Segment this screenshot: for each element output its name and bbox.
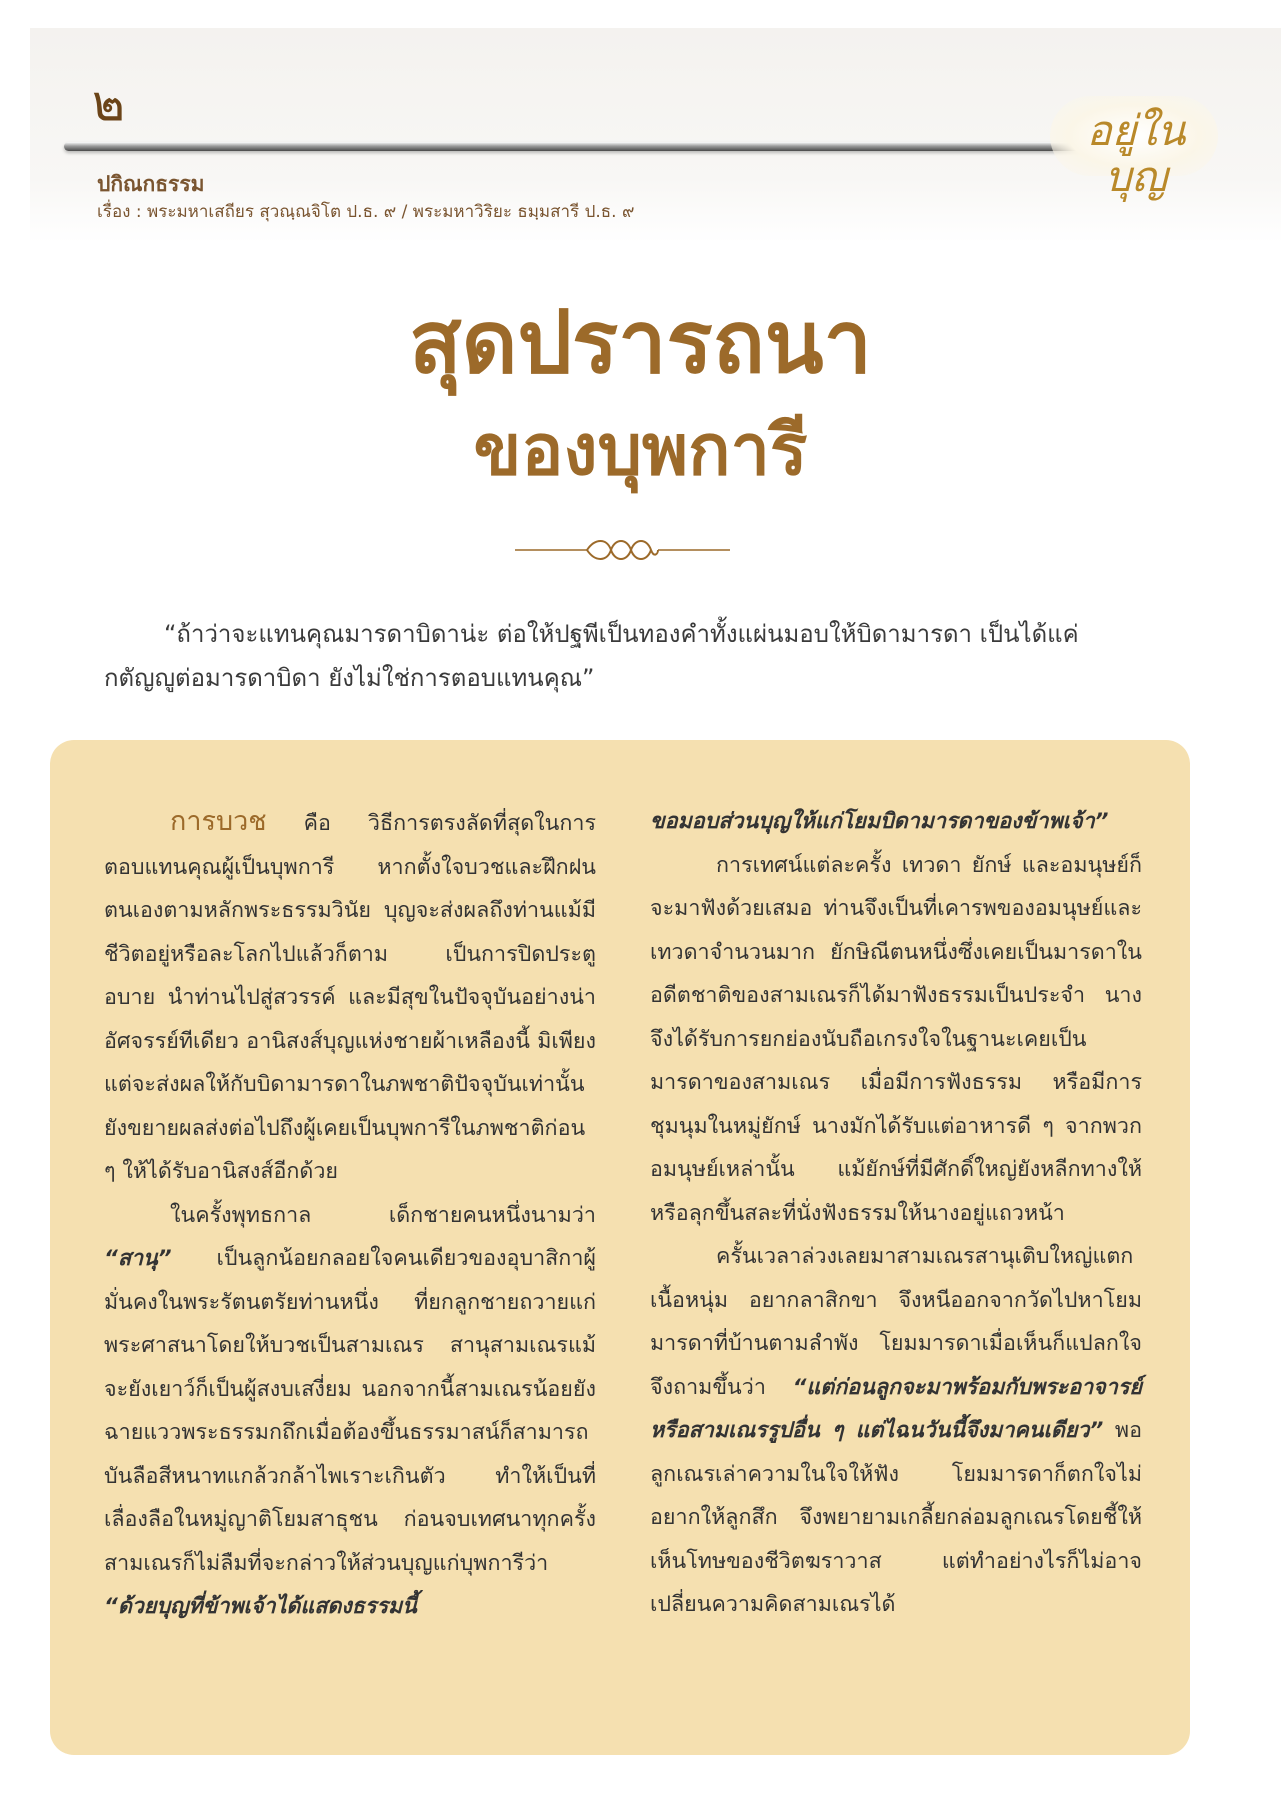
paragraph	[650, 800, 1142, 844]
quoted-name: “สานุ”	[104, 1246, 172, 1271]
paragraph	[650, 1235, 1142, 1627]
quoted-dedication: “ด้วยบุญที่ข้าพเจ้าได้แสดงธรรมนี้	[104, 1594, 417, 1619]
paragraph	[104, 1194, 596, 1629]
paragraph	[104, 800, 596, 1194]
article-column-right	[650, 800, 1142, 1627]
ornament-divider	[515, 530, 730, 570]
quoted-speech: “แต่ก่อนลูกจะมาพร้อมกับพระอาจารย์หรือสามเณรรูปอื่น ๆ แต่ไฉนวันนี้จึงมาคนเดียว”	[650, 1374, 1142, 1443]
section-name: ปกิณกธรรม	[97, 172, 205, 196]
paragraph-text: คือ วิธีการตรงลัดที่สุดในการตอบแทนคุณผู้เป็นบุพการี หากตั้งใจบวชและฝึกฝนตนเองตามหลักพระธรรมวินัย บุญจะส่งผลถึงท่านแม้มีชีวิตอยู่หรือละโลกไปแล้วก็ตาม เป็นการปิดประตูอบาย นำท่านไปสู่สวรรค์ และมีสุขในปัจจุบันอย่างน่าอัศจรรย์ทีเดียว อานิสงส์บุญแห่งชายผ้าเหลืองนี้ มิเพียงแต่จะส่งผลให้กับบิดามารดาในภพชาติปัจจุบันเท่านั้น ยังขยายผลส่งต่อไปถึงผู้เคยเป็นบุพการีในภพชาติก่อน ๆ ให้ได้รับอานิสงส์อีกด้วย	[104, 811, 596, 1184]
article-column-left	[104, 800, 596, 1629]
lead-word: การบวช	[170, 806, 267, 837]
paragraph-text: ครั้นเวลาล่วงเลยมาสามเณรสานุเติบใหญ่แตกเนื้อหนุ่ม อยากลาสิกขา จึงหนีออกจากวัดไปหาโยมมารดาที่บ้านตามลำพัง โยมมารดาเมื่อเห็นก็แปลกใจจึงถามขึ้นว่า	[650, 1244, 1142, 1400]
paragraph-text: การเทศน์แต่ละครั้ง เทวดา ยักษ์ และอมนุษย์ก็จะมาฟังด้วยเสมอ ท่านจึงเป็นที่เคารพของอมนุษย์และเทวดาจำนวนมาก ยักษิณีตนหนึ่งซึ่งเคยเป็นมารดาในอดีตชาติของสามเณรก็ได้มาฟังธรรมเป็นประจำ นางจึงได้รับการยกย่องนับถือเกรงใจในฐานะเคยเป็นมารดาของสามเณร เมื่อมีการฟังธรรม หรือมีการชุมนุมในหมู่ยักษ์ นางมักได้รับแต่อาหารดี ๆ จากพวกอมนุษย์เหล่านั้น แม้ยักษ์ที่มีศักดิ์ใหญ่ยังหลีกทางให้ หรือลุกขึ้นสละที่นั่งฟังธรรมให้นางอยู่แถวหน้า	[650, 852, 1142, 1226]
paragraph-text: ในครั้งพุทธกาล เด็กชายคนหนึ่งนามว่า	[170, 1202, 596, 1228]
byline: เรื่อง : พระมหาเสถียร สุวณฺณจิโต ป.ธ. ๙ / พระมหาวิริยะ ธมฺมสารี ป.ธ. ๙	[97, 202, 635, 222]
paragraph-text: เป็นลูกน้อยกลอยใจคนเดียวของอุบาสิกาผู้มั่นคงในพระรัตนตรัยท่านหนึ่ง ที่ยกลูกชายถวายแก่พระศาสนาโดยให้บวชเป็นสามเณร สานุสามเณรแม้จะยังเยาว์ก็เป็นผู้สงบเสงี่ยม นอกจากนี้สามเณรน้อยยังฉายแววพระธรรมกถึกเมื่อต้องขึ้นธรรมาสน์ก็สามารถบันลือสีหนาทแกล้วกล้าไพเราะเกินตัว ทำให้เป็นที่เลื่องลือในหมู่ญาติโยมสาธุชน ก่อนจบเทศนาทุกครั้ง สามเณรก็ไม่ลืมที่จะกล่าวให้ส่วนบุญแก่บุพการีว่า	[104, 1246, 596, 1576]
logo-text: อยู่ในบุญ	[1086, 106, 1186, 202]
intro-quote: “ถ้าว่าจะแทนคุณมารดาบิดาน่ะ ต่อให้ปฐพีเป็นทองคำทั้งแผ่นมอบให้บิดามารดา เป็นได้แค่กตัญญูต่อมารดาบิดา ยังไม่ใช่การตอบแทนคุณ”	[104, 620, 1079, 692]
header-rule	[64, 142, 1194, 151]
magazine-logo	[1050, 96, 1218, 202]
page-number: ๒	[92, 74, 125, 132]
article-subtitle: ของบุพการี	[473, 409, 808, 491]
quoted-dedication: ขอมอบส่วนบุญให้แก่โยมบิดามารดาของข้าพเจ้า”	[650, 809, 1109, 834]
article-title: สุดปรารถนา	[409, 293, 872, 393]
paragraph-text: พอลูกเณรเล่าความในใจให้ฟัง โยมมารดาก็ตกใจไม่อยากให้ลูกสึก จึงพยายามเกลี้ยกล่อมลูกเณรโดยชี้ให้เห็นโทษของชีวิตฆราวาส แต่ทำอย่างไรก็ไม่อาจเปลี่ยนความคิดสามเณรได้	[650, 1418, 1143, 1617]
paragraph	[650, 844, 1142, 1236]
